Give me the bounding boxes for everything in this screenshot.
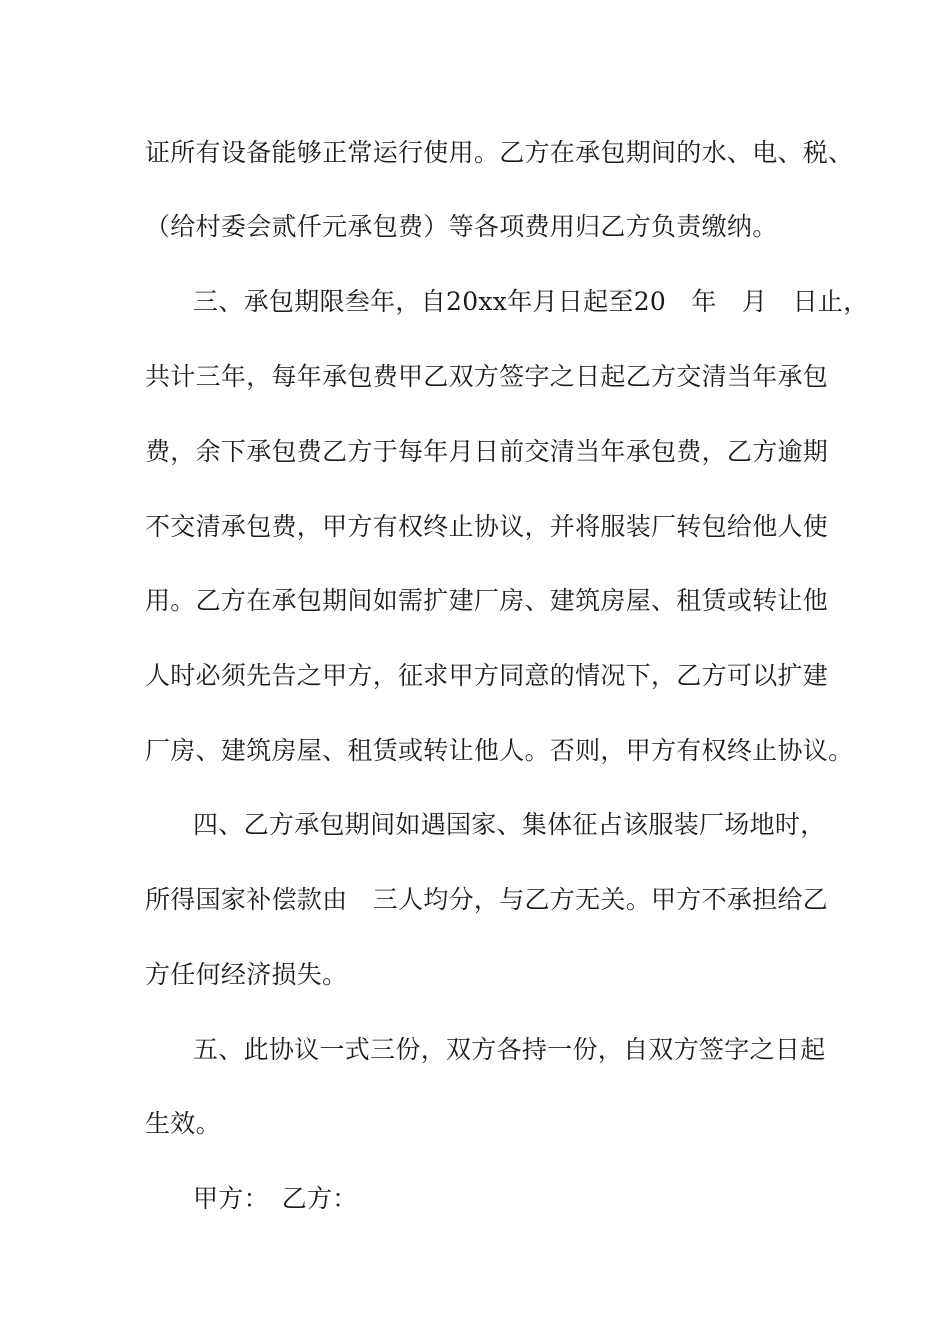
text-line: 生效。 bbox=[145, 1109, 221, 1138]
text-line: （给村委会贰仟元承包费）等各项费用归乙方负责缴纳。 bbox=[145, 212, 778, 241]
text-line: 共计三年，每年承包费甲乙双方签字之日起乙方交清当年承包 bbox=[145, 362, 829, 391]
text-line: 方任何经济损失。 bbox=[145, 960, 348, 989]
text-line: 所得国家补偿款由 三人均分，与乙方无关。甲方不承担给乙 bbox=[145, 885, 829, 914]
clause-4-heading-line: 四、乙方承包期间如遇国家、集体征占该服装厂场地时， bbox=[193, 810, 826, 839]
clause-5-heading-line: 五、此协议一式三份，双方各持一份，自双方签字之日起 bbox=[193, 1035, 826, 1064]
clause-3-heading-line: 三、承包期限叁年，自20xx年月日起至20 年 月 日止， bbox=[193, 287, 869, 316]
text-line: 人时必须先告之甲方，征求甲方同意的情况下，乙方可以扩建 bbox=[145, 661, 829, 690]
text-line: 证所有设备能够正常运行使用。乙方在承包期间的水、电、税、 bbox=[145, 138, 854, 167]
text-line: 费，余下承包费乙方于每年月日前交清当年承包费，乙方逾期 bbox=[145, 437, 829, 466]
text-line: 厂房、建筑房屋、租赁或转让他人。否则，甲方有权终止协议。 bbox=[145, 736, 854, 765]
signature-line: 甲方： 乙方： bbox=[193, 1184, 358, 1213]
text-line: 不交清承包费，甲方有权终止协议，并将服装厂转包给他人使 bbox=[145, 512, 829, 541]
text-line: 用。乙方在承包期间如需扩建厂房、建筑房屋、租赁或转让他 bbox=[145, 586, 829, 615]
